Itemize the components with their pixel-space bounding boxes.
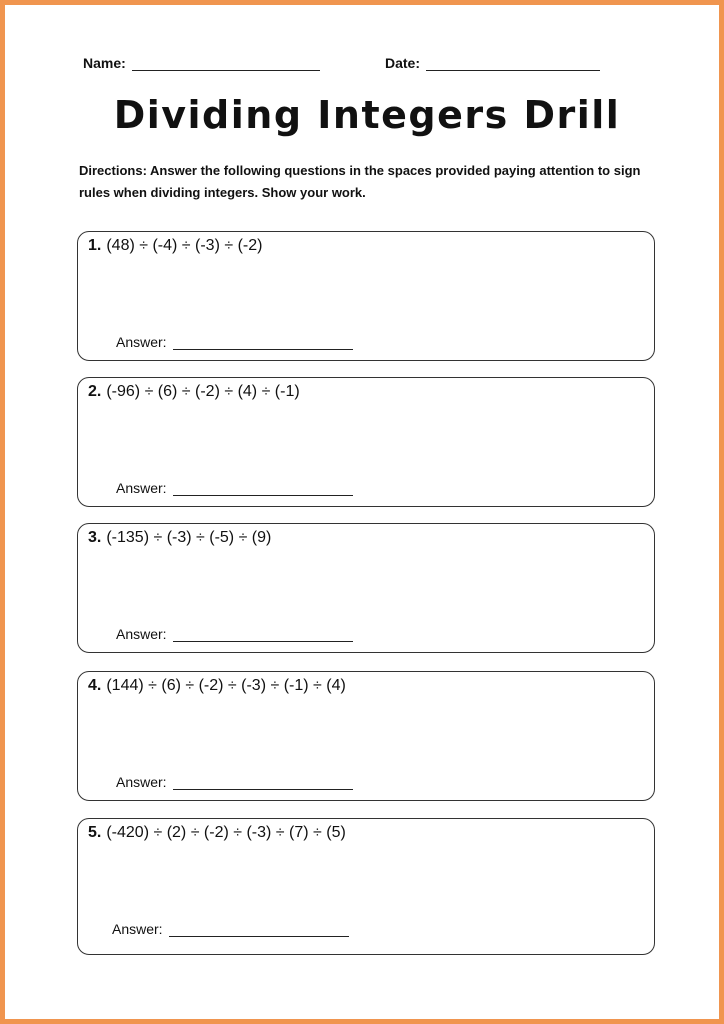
question-box-1	[77, 231, 655, 361]
question-box-2	[77, 377, 655, 507]
question-expression: (-420) ÷ (2) ÷ (-2) ÷ (-3) ÷ (7) ÷ (5)	[106, 824, 346, 841]
question-box-4	[77, 671, 655, 801]
answer-field	[116, 480, 353, 496]
question-header	[88, 824, 346, 842]
question-number: 2.	[88, 383, 102, 400]
answer-input-line[interactable]	[169, 923, 349, 937]
answer-label: Answer:	[116, 626, 167, 642]
question-expression: (-96) ÷ (6) ÷ (-2) ÷ (4) ÷ (-1)	[106, 383, 300, 400]
answer-input-line[interactable]	[173, 628, 353, 642]
question-expression: (-135) ÷ (-3) ÷ (-5) ÷ (9)	[106, 529, 272, 546]
page-title: Dividing Integers Drill	[113, 93, 621, 137]
directions-text: Directions: Answer the following questions in the spaces provided paying attention to sign rules when dividing integers. Show your work.	[79, 163, 641, 200]
answer-label: Answer:	[112, 921, 163, 937]
answer-label: Answer:	[116, 480, 167, 496]
question-box-3	[77, 523, 655, 653]
question-header	[88, 383, 300, 401]
answer-field	[116, 774, 353, 790]
date-label: Date:	[385, 55, 421, 71]
question-number: 1.	[88, 237, 102, 254]
name-field	[83, 55, 320, 71]
question-header	[88, 529, 271, 547]
question-number: 3.	[88, 529, 102, 546]
answer-field	[116, 334, 353, 350]
question-box-5	[77, 818, 655, 955]
question-header	[88, 677, 346, 695]
answer-input-line[interactable]	[173, 776, 353, 790]
answer-label: Answer:	[116, 334, 167, 350]
question-expression: (144) ÷ (6) ÷ (-2) ÷ (-3) ÷ (-1) ÷ (4)	[106, 677, 346, 694]
answer-input-line[interactable]	[173, 482, 353, 496]
answer-input-line[interactable]	[173, 336, 353, 350]
answer-field	[112, 921, 349, 937]
question-header	[88, 237, 262, 255]
question-number: 4.	[88, 677, 102, 694]
question-expression: (48) ÷ (-4) ÷ (-3) ÷ (-2)	[106, 237, 263, 254]
date-field	[385, 55, 600, 71]
answer-label: Answer:	[116, 774, 167, 790]
name-input-line[interactable]	[132, 56, 320, 71]
answer-field	[116, 626, 353, 642]
question-number: 5.	[88, 824, 102, 841]
name-label: Name:	[83, 55, 126, 71]
date-input-line[interactable]	[426, 56, 600, 71]
